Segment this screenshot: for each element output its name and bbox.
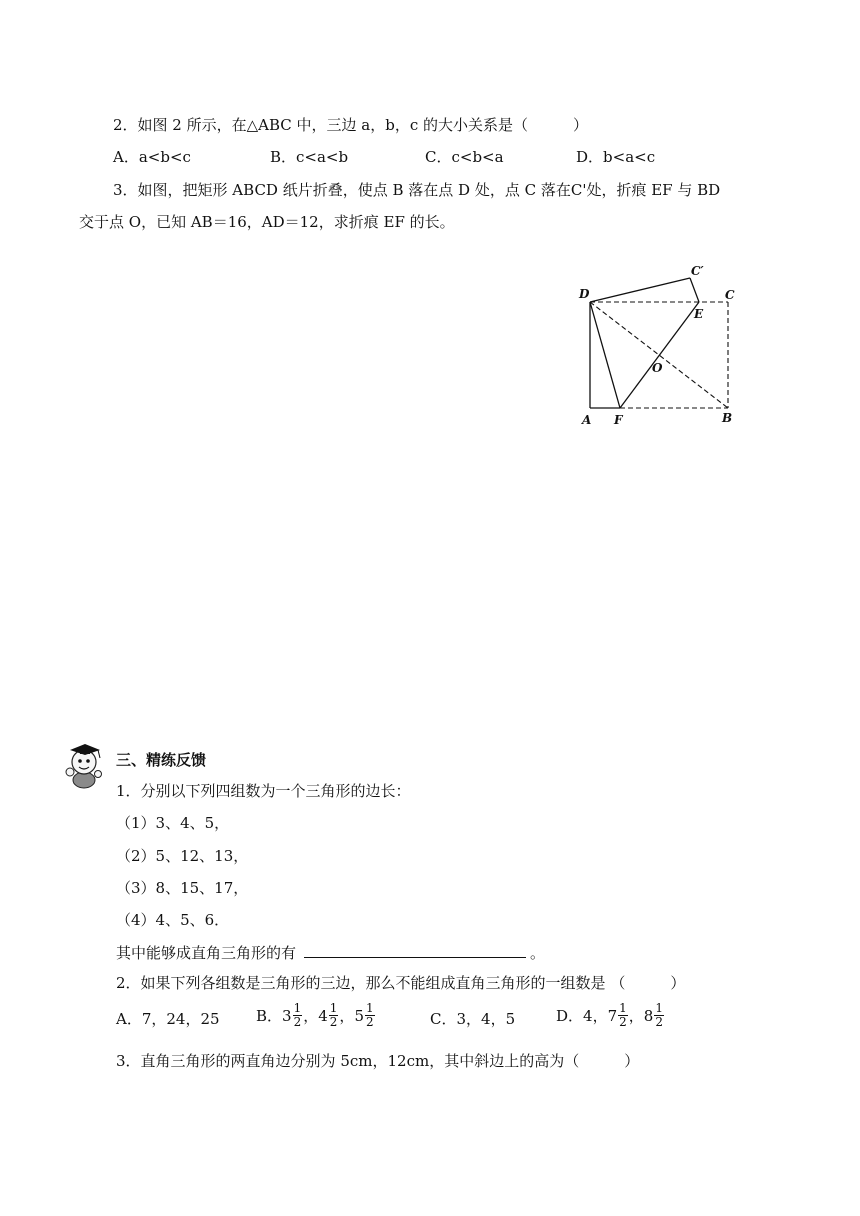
s3-q1-answer-line [116,942,545,964]
s3-q2-option-d: D．4， 7 $\frac{1}{2}$ ， 8 $\frac{1}{2}$ [556,1001,663,1029]
question-2-stem: 2．如图 2 所示，在△ABC 中，三边 a，b，c 的大小关系是（ ） [113,116,589,134]
s3-q2-option-a: A．7，24，25 [116,1010,220,1028]
mixed-whole: 8 [643,1006,654,1025]
label-o: O [652,361,663,375]
option-a: A．a<b<c [113,148,191,166]
mixed-whole: 7 [607,1006,618,1025]
mixed-whole: 5 [354,1006,364,1025]
label-d: D [579,287,590,301]
s3-q1-item-1: （1）3、4、5， [116,814,230,832]
answer-blank [304,943,526,958]
question-3-line-1: 3．如图，把矩形 ABCD 纸片折叠，使点 B 落在点 D 处，点 C 落在C'处，折痕 EF 与 BD [113,181,721,199]
teacher-mascot-icon [58,740,108,790]
answer-suffix: 。 [530,944,546,962]
fraction-half: $\frac{1}{2}$ [293,1001,302,1029]
s3-q2-option-c: C．3，4，5 [430,1010,516,1028]
crease-ef [620,302,699,408]
segment-dcprime [590,278,690,302]
fraction-half: $\frac{1}{2}$ [619,1001,627,1029]
mixed-whole: 4 [318,1006,328,1025]
s3-question-1-stem: 1．分别以下列四组数为一个三角形的边长： [116,782,411,800]
label-b: B [722,411,733,425]
s3-q1-item-3: （3）8、15、17， [116,879,249,897]
option-d: D．b<a<c [576,148,656,166]
option-b: B．c<a<b [270,148,349,166]
folded-rectangle-figure [570,258,770,433]
fraction-half: $\frac{1}{2}$ [655,1001,663,1029]
answer-prefix: 其中能够成直角三角形的有 [116,944,297,962]
s3-q1-item-4: （4）4、5、6． [116,911,230,929]
s3-question-3-stem: 3．直角三角形的两直角边分别为 5cm，12cm，其中斜边上的高为（ ） [116,1052,640,1070]
s3-q1-item-2: （2）5、12、13， [116,847,249,865]
segment-df [590,302,620,408]
label-c: C [725,288,735,302]
fraction-half: $\frac{1}{2}$ [329,1001,338,1029]
label-f: F [614,413,623,427]
s3-q2-option-b: B． 3 $\frac{1}{2}$ ， 4 $\frac{1}{2}$ ， 5 $\frac{1}{2}$ [256,1001,374,1029]
option-b-label: B． [256,1006,283,1025]
label-a: A [582,413,592,427]
label-c-prime: C′ [691,264,704,278]
fraction-half: $\frac{1}{2}$ [365,1001,374,1029]
mixed-whole: 3 [282,1006,292,1025]
segment-cprime-e [690,278,699,302]
option-d-label: D．4， [556,1006,608,1025]
question-3-line-2: 交于点 O，已知 AB＝16，AD＝12，求折痕 EF 的长。 [79,213,455,231]
s3-question-2-stem: 2．如果下列各组数是三角形的三边，那么不能组成直角三角形的一组数是 （ ） [116,974,686,992]
label-e: E [694,307,704,321]
section-3-title: 三、精练反馈 [116,751,207,769]
option-c: C．c<b<a [425,148,504,166]
